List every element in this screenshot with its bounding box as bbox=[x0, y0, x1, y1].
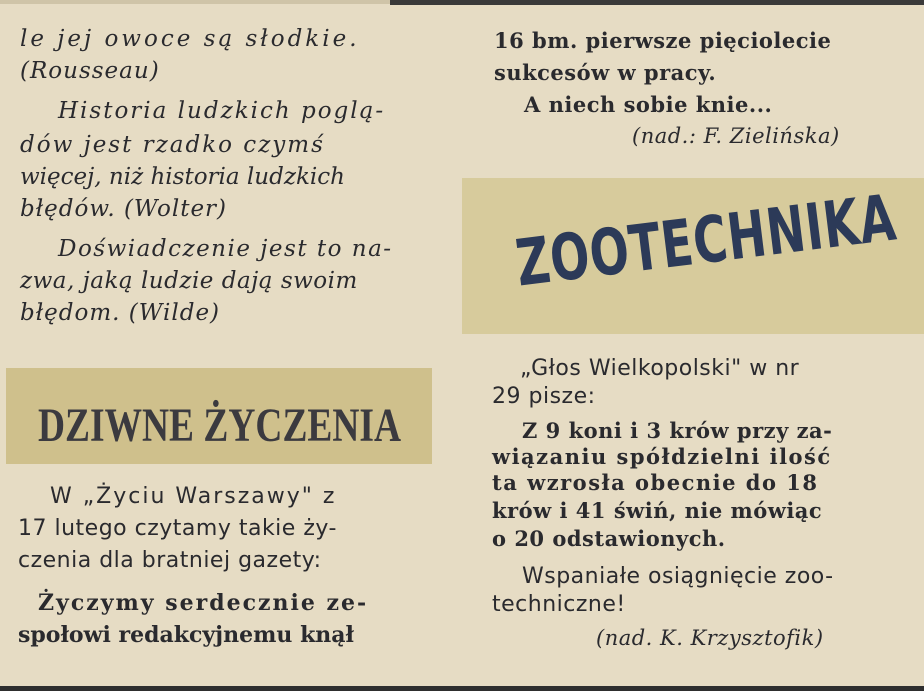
wish-line: społowi redakcyjnemu knął bbox=[18, 622, 355, 648]
article-line: W „Życiu Warszawy" z bbox=[50, 484, 337, 509]
quote-line: wiązaniu spółdzielni ilość bbox=[492, 444, 832, 469]
comment-line: techniczne! bbox=[492, 592, 626, 617]
article-line: czenia dla bratniej gazety: bbox=[18, 548, 322, 573]
quote1-line: le jej owoce są słodkie. bbox=[20, 26, 360, 52]
top-line: sukcesów w pracy. bbox=[494, 60, 717, 85]
article-line: 17 lutego czytamy takie ży- bbox=[18, 516, 337, 541]
comment-line: Wspaniałe osiągnięcie zoo- bbox=[522, 564, 834, 589]
quote2-line: więcej, niż historia ludzkich bbox=[20, 164, 345, 190]
quote-line: krów i 41 świń, nie mówiąc bbox=[492, 498, 823, 523]
top-line: 16 bm. pierwsze pięciolecie bbox=[494, 28, 832, 53]
intro-line: 29 pisze: bbox=[492, 384, 596, 409]
intro-line: „Głos Wielkopolski" w nr bbox=[520, 356, 800, 381]
quote-line: o 20 odstawionych. bbox=[492, 526, 726, 551]
quote3-line: błędom. (Wilde) bbox=[20, 300, 221, 326]
quote3-line: Doświadczenie jest to na- bbox=[58, 236, 393, 262]
section-title-zootechnika: ZOOTECHNIKA bbox=[512, 181, 901, 302]
closing-line: A niech sobie knie... bbox=[524, 92, 773, 117]
quote2-line: Historia ludzkich poglą- bbox=[58, 98, 386, 124]
top-rule bbox=[390, 0, 924, 5]
quote-line: Z 9 koni i 3 krów przy za- bbox=[522, 418, 833, 443]
signature: (nad.: F. Zielińska) bbox=[632, 124, 840, 148]
bottom-rule bbox=[0, 686, 924, 691]
quote2-line: dów jest rzadko czymś bbox=[20, 132, 325, 158]
quote3-line: zwa, jaką ludzie dają swoim bbox=[20, 268, 358, 294]
quote-line: ta wzrosła obecnie do 18 bbox=[492, 470, 819, 495]
quote2-line: błędów. (Wolter) bbox=[20, 196, 228, 222]
signature: (nad. K. Krzysztofik) bbox=[596, 626, 824, 650]
section-title-dziwne-zyczenia: DZIWNE ŻYCZENIA bbox=[38, 399, 402, 452]
quote1-line: (Rousseau) bbox=[20, 58, 160, 84]
wish-line: Życzymy serdecznie ze- bbox=[38, 590, 369, 616]
